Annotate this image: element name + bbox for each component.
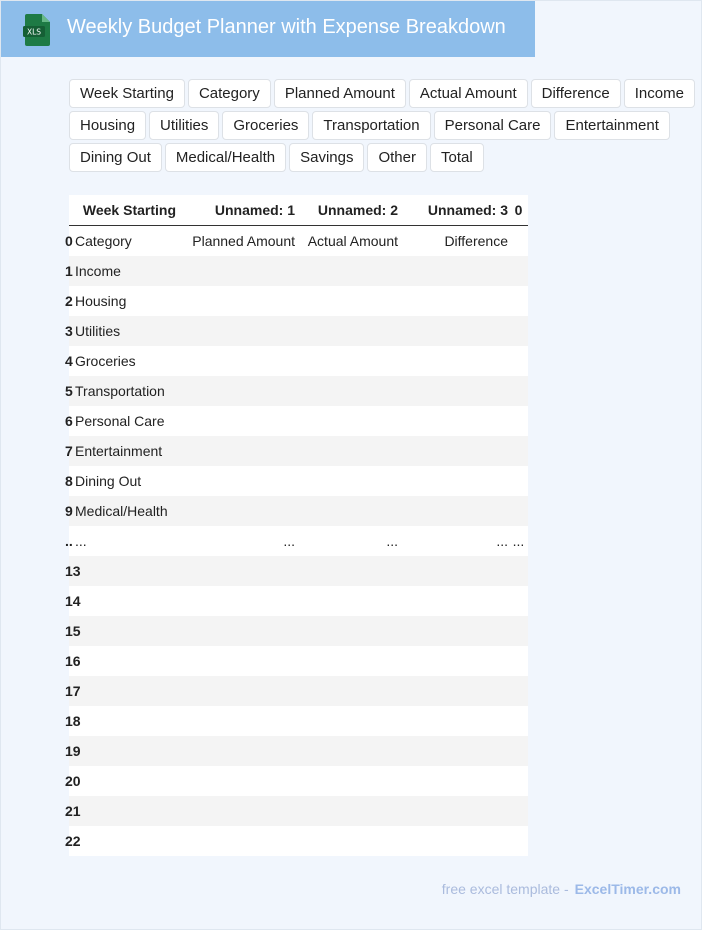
- table-row: [69, 256, 528, 286]
- column-tag[interactable]: Total: [430, 143, 484, 172]
- category-cell: [75, 616, 180, 646]
- difference-cell: [402, 796, 509, 826]
- category-cell: Personal Care: [75, 406, 180, 436]
- difference-cell: [402, 826, 509, 856]
- planned-amount-cell: [180, 706, 297, 736]
- table-row: [69, 586, 528, 616]
- table-row: [69, 766, 528, 796]
- zero-column-cell: [509, 766, 528, 796]
- column-tag[interactable]: Actual Amount: [409, 79, 528, 108]
- table-row: [69, 316, 528, 346]
- tag-row: [69, 111, 699, 140]
- row-index-label: 7: [65, 443, 73, 459]
- table-row: [69, 466, 528, 496]
- zero-column-cell: [509, 346, 528, 376]
- planned-amount-cell: [180, 406, 297, 436]
- row-index-label: 9: [65, 503, 73, 519]
- table-row: [69, 376, 528, 406]
- actual-amount-cell: [297, 676, 402, 706]
- row-index-label: 5: [65, 383, 73, 399]
- planned-amount-cell: [180, 436, 297, 466]
- planned-amount-cell: [180, 796, 297, 826]
- actual-amount-cell: [297, 406, 402, 436]
- zero-column-cell: [509, 826, 528, 856]
- actual-amount-cell: [297, 466, 402, 496]
- category-cell: Income: [75, 256, 180, 286]
- row-index-label: 13: [65, 563, 81, 579]
- row-index-label: 22: [65, 833, 81, 849]
- table-row: [69, 796, 528, 826]
- category-cell: [75, 796, 180, 826]
- table-row: [69, 226, 528, 257]
- column-tag[interactable]: Planned Amount: [274, 79, 406, 108]
- actual-amount-cell: [297, 286, 402, 316]
- actual-amount-cell: [297, 826, 402, 856]
- planned-amount-cell: [180, 826, 297, 856]
- column-tag[interactable]: Utilities: [149, 111, 219, 140]
- page-title: Weekly Budget Planner with Expense Breakdown: [67, 16, 506, 38]
- row-index-label: 4: [65, 353, 73, 369]
- table-row: [69, 556, 528, 586]
- difference-cell: [402, 646, 509, 676]
- table-row: [69, 436, 528, 466]
- zero-column-cell: [509, 736, 528, 766]
- difference-cell: [402, 286, 509, 316]
- zero-column-cell: [509, 586, 528, 616]
- table-row: [69, 526, 528, 556]
- planned-amount-cell: [180, 676, 297, 706]
- difference-cell: [402, 436, 509, 466]
- planned-amount-cell: [180, 736, 297, 766]
- column-tag[interactable]: Difference: [531, 79, 621, 108]
- planned-amount-cell: [180, 376, 297, 406]
- xls-file-icon: [23, 14, 51, 46]
- column-tag[interactable]: Dining Out: [69, 143, 162, 172]
- column-tag[interactable]: Entertainment: [554, 111, 669, 140]
- table-row: [69, 676, 528, 706]
- zero-column-cell: [509, 556, 528, 586]
- difference-cell: [402, 346, 509, 376]
- difference-cell: [402, 496, 509, 526]
- zero-column-cell: [509, 226, 528, 257]
- table-row: [69, 496, 528, 526]
- difference-cell: [402, 316, 509, 346]
- table-row: [69, 346, 528, 376]
- table-row: [69, 826, 528, 856]
- data-table: [65, 195, 528, 856]
- actual-amount-cell: ...: [297, 526, 402, 556]
- planned-amount-cell: Planned Amount: [180, 226, 297, 257]
- actual-amount-cell: [297, 706, 402, 736]
- category-cell: Transportation: [75, 376, 180, 406]
- category-cell: [75, 556, 180, 586]
- difference-cell: [402, 586, 509, 616]
- column-tag[interactable]: Income: [624, 79, 695, 108]
- column-tag[interactable]: Personal Care: [434, 111, 552, 140]
- actual-amount-cell: [297, 616, 402, 646]
- column-tag[interactable]: Category: [188, 79, 271, 108]
- table-row: [69, 706, 528, 736]
- difference-cell: [402, 556, 509, 586]
- table-row: [69, 646, 528, 676]
- column-tag[interactable]: Housing: [69, 111, 146, 140]
- difference-cell: [402, 256, 509, 286]
- actual-amount-cell: [297, 376, 402, 406]
- zero-column-cell: ...: [509, 526, 528, 556]
- difference-cell: [402, 676, 509, 706]
- planned-amount-cell: ...: [180, 526, 297, 556]
- planned-amount-cell: [180, 646, 297, 676]
- planned-amount-cell: [180, 346, 297, 376]
- difference-cell: [402, 766, 509, 796]
- category-cell: Utilities: [75, 316, 180, 346]
- zero-column-cell: [509, 616, 528, 646]
- row-index-label: 16: [65, 653, 81, 669]
- difference-cell: [402, 376, 509, 406]
- table-row: [69, 406, 528, 436]
- column-tag[interactable]: Transportation: [312, 111, 430, 140]
- actual-amount-cell: [297, 646, 402, 676]
- actual-amount-cell: [297, 316, 402, 346]
- row-index-label: 19: [65, 743, 81, 759]
- table-row: [69, 736, 528, 766]
- category-cell: Entertainment: [75, 436, 180, 466]
- difference-cell: Difference: [402, 226, 509, 257]
- column-tag[interactable]: Groceries: [222, 111, 309, 140]
- zero-column-cell: [509, 436, 528, 466]
- zero-column-cell: [509, 256, 528, 286]
- row-index-label: 6: [65, 413, 73, 429]
- row-index-label: 3: [65, 323, 73, 339]
- title-bar: [1, 1, 535, 57]
- footer-text: free excel template -: [441, 881, 569, 897]
- actual-amount-cell: [297, 586, 402, 616]
- zero-column-cell: [509, 796, 528, 826]
- category-cell: ...: [75, 526, 180, 556]
- category-cell: [75, 766, 180, 796]
- actual-amount-cell: [297, 796, 402, 826]
- planned-amount-cell: [180, 766, 297, 796]
- zero-column-cell: [509, 406, 528, 436]
- row-index-label: 20: [65, 773, 81, 789]
- tag-row: [69, 79, 699, 108]
- category-cell: Medical/Health: [75, 496, 180, 526]
- planned-amount-cell: [180, 316, 297, 346]
- column-header-week-starting: Week Starting: [75, 195, 180, 226]
- row-index-label: 15: [65, 623, 81, 639]
- actual-amount-cell: Actual Amount: [297, 226, 402, 257]
- actual-amount-cell: [297, 346, 402, 376]
- column-header-unnamed-3: Unnamed: 3: [402, 195, 509, 226]
- column-tag[interactable]: Medical/Health: [165, 143, 286, 172]
- column-tags: [69, 79, 699, 175]
- difference-cell: [402, 706, 509, 736]
- category-cell: Category: [75, 226, 180, 257]
- column-tag[interactable]: Week Starting: [69, 79, 185, 108]
- zero-column-cell: [509, 706, 528, 736]
- table-row: [69, 616, 528, 646]
- row-index-label: 18: [65, 713, 81, 729]
- footer-brand-link[interactable]: ExcelTimer.com: [574, 881, 681, 897]
- difference-cell: [402, 466, 509, 496]
- category-cell: [75, 586, 180, 616]
- column-header-unnamed-1: Unnamed: 1: [180, 195, 297, 226]
- table-header-row: [69, 195, 528, 226]
- tag-row: [69, 143, 699, 172]
- table-row: [69, 286, 528, 316]
- row-index-label: 21: [65, 803, 81, 819]
- difference-cell: [402, 406, 509, 436]
- planned-amount-cell: [180, 496, 297, 526]
- planned-amount-cell: [180, 616, 297, 646]
- actual-amount-cell: [297, 556, 402, 586]
- planned-amount-cell: [180, 256, 297, 286]
- actual-amount-cell: [297, 736, 402, 766]
- planned-amount-cell: [180, 556, 297, 586]
- row-index-label: 8: [65, 473, 73, 489]
- zero-column-cell: [509, 316, 528, 346]
- planned-amount-cell: [180, 466, 297, 496]
- category-cell: [75, 736, 180, 766]
- actual-amount-cell: [297, 256, 402, 286]
- planned-amount-cell: [180, 586, 297, 616]
- zero-column-cell: [509, 376, 528, 406]
- actual-amount-cell: [297, 766, 402, 796]
- category-cell: [75, 706, 180, 736]
- category-cell: [75, 676, 180, 706]
- zero-column-cell: [509, 286, 528, 316]
- category-cell: [75, 826, 180, 856]
- footer: [442, 881, 681, 897]
- category-cell: Housing: [75, 286, 180, 316]
- planned-amount-cell: [180, 286, 297, 316]
- row-index-label: ..: [65, 533, 73, 549]
- column-header-0: 0: [509, 195, 528, 226]
- row-index-label: 1: [65, 263, 73, 279]
- row-index-label: 17: [65, 683, 81, 699]
- row-index-label: 2: [65, 293, 73, 309]
- difference-cell: [402, 616, 509, 646]
- category-cell: [75, 646, 180, 676]
- zero-column-cell: [509, 496, 528, 526]
- row-index-label: 14: [65, 593, 81, 609]
- zero-column-cell: [509, 466, 528, 496]
- zero-column-cell: [509, 646, 528, 676]
- actual-amount-cell: [297, 436, 402, 466]
- column-header-unnamed-2: Unnamed: 2: [297, 195, 402, 226]
- category-cell: Dining Out: [75, 466, 180, 496]
- category-cell: Groceries: [75, 346, 180, 376]
- column-tag[interactable]: Savings: [289, 143, 364, 172]
- difference-cell: ...: [402, 526, 509, 556]
- actual-amount-cell: [297, 496, 402, 526]
- row-index-label: 0: [65, 233, 73, 249]
- zero-column-cell: [509, 676, 528, 706]
- difference-cell: [402, 736, 509, 766]
- xls-icon-label: XLS: [26, 27, 42, 37]
- column-tag[interactable]: Other: [367, 143, 427, 172]
